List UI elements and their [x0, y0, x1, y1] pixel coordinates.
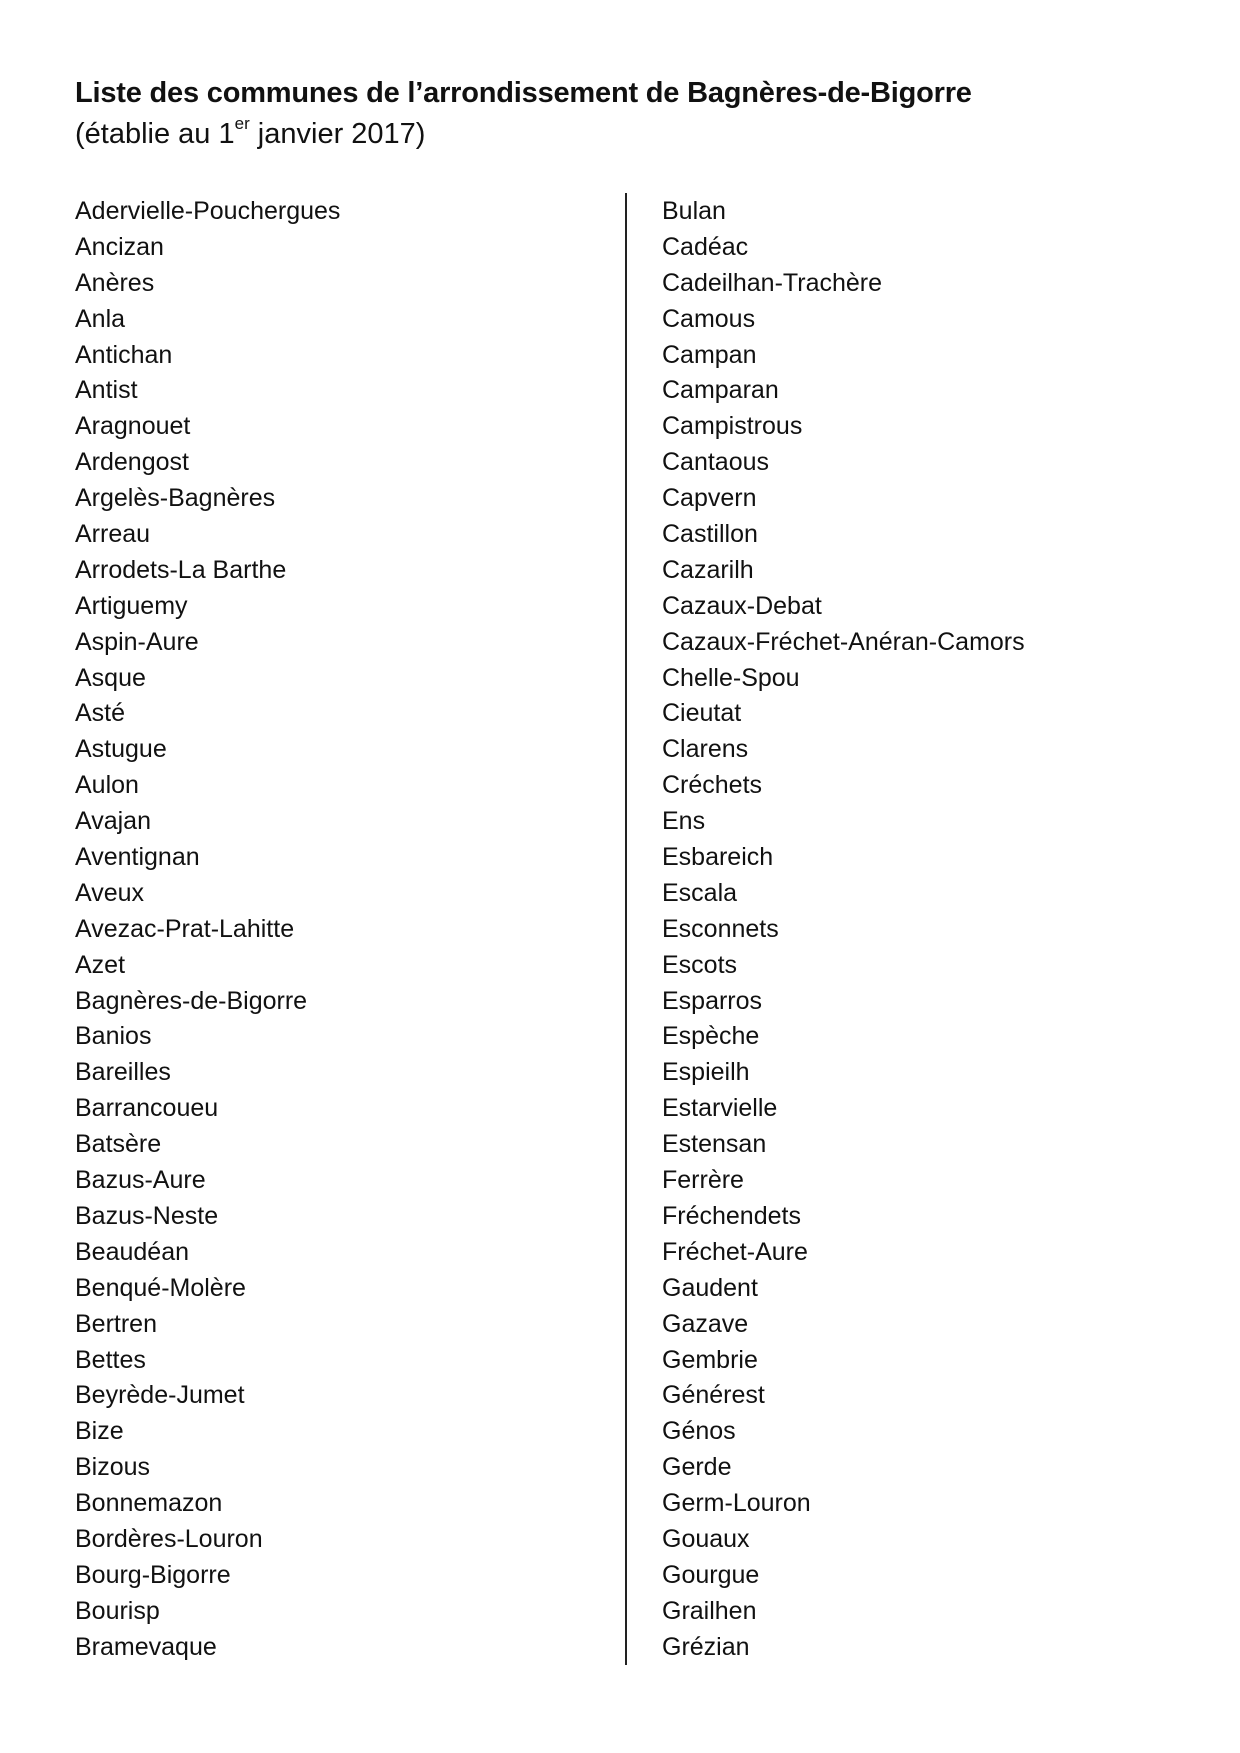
page-title: Liste des communes de l’arrondissement de Bagnères-de-Bigorre [75, 77, 972, 109]
commune-list-item: Argelès-Bagnères [75, 484, 276, 513]
commune-list-item: Esconnets [662, 914, 779, 943]
commune-list-item: Banios [75, 1022, 152, 1051]
commune-list-item: Esbareich [662, 843, 774, 872]
commune-list-item: Artiguemy [75, 591, 188, 620]
commune-list-item: Cadéac [662, 232, 749, 261]
commune-list-item: Avezac-Prat-Lahitte [75, 914, 295, 943]
commune-list-item: Campistrous [662, 412, 803, 441]
commune-list-item: Bagnères-de-Bigorre [75, 986, 308, 1015]
commune-list-left [75, 193, 340, 1665]
commune-list-item: Ens [662, 807, 706, 836]
commune-list-item: Générest [662, 1381, 765, 1410]
commune-list-right [662, 193, 1025, 1665]
commune-list-item: Gerde [662, 1453, 732, 1482]
commune-list-item: Adervielle-Pouchergues [75, 197, 341, 225]
commune-list-item: Aspin-Aure [75, 627, 199, 656]
commune-list-item: Fréchendets [662, 1201, 801, 1230]
commune-list-item: Aulon [75, 771, 139, 800]
commune-list-item: Bettes [75, 1345, 146, 1374]
column-divider [625, 193, 627, 1665]
commune-list-item: Capvern [662, 484, 757, 513]
commune-list-item: Cazaux-Debat [662, 591, 822, 620]
commune-list-item: Bizous [75, 1453, 151, 1482]
commune-list-item: Génos [662, 1417, 736, 1446]
commune-list-item: Astugue [75, 735, 167, 764]
commune-list-item: Gourgue [662, 1560, 760, 1589]
commune-list-item: Gazave [662, 1309, 749, 1338]
commune-list-item: Antist [75, 376, 138, 405]
commune-list-item: Escots [662, 950, 738, 979]
page-subtitle [75, 114, 426, 151]
commune-list-item: Campan [662, 340, 757, 369]
commune-list-item: Barrancoueu [75, 1094, 219, 1123]
commune-list-item: Bordères-Louron [75, 1524, 263, 1553]
commune-list-item: Ferrère [662, 1166, 744, 1195]
commune-list-item: Grézian [662, 1632, 750, 1661]
commune-list-item: Bulan [662, 197, 726, 225]
commune-list-item: Estensan [662, 1130, 767, 1159]
commune-list-item: Beyrède-Jumet [75, 1381, 245, 1410]
commune-list-item: Bramevaque [75, 1632, 217, 1661]
commune-list-item: Aragnouet [75, 412, 191, 441]
commune-list-item: Bertren [75, 1309, 157, 1338]
commune-list-item: Gembrie [662, 1345, 758, 1374]
commune-list-item: Arrodets-La Barthe [75, 555, 287, 584]
commune-list-item: Cantaous [662, 448, 770, 477]
commune-list-item: Beaudéan [75, 1237, 190, 1266]
commune-list-item: Cieutat [662, 699, 742, 728]
commune-list-item: Aveux [75, 878, 145, 907]
commune-list-item: Bourisp [75, 1596, 160, 1625]
commune-list-item: Asque [75, 663, 146, 692]
commune-list-item: Germ-Louron [662, 1489, 811, 1518]
commune-list-item: Gaudent [662, 1273, 758, 1302]
commune-list-item: Bazus-Neste [75, 1201, 219, 1230]
commune-list-item: Ardengost [75, 448, 189, 477]
commune-list-item: Bareilles [75, 1058, 171, 1087]
commune-list-item: Bourg-Bigorre [75, 1560, 231, 1589]
commune-list-item: Anères [75, 268, 155, 297]
commune-list-item: Cazaux-Fréchet-Anéran-Camors [662, 627, 1025, 656]
commune-list-item: Camous [662, 304, 756, 333]
commune-list-item: Fréchet-Aure [662, 1237, 808, 1266]
subtitle-suffix: janvier 2017) [249, 118, 426, 150]
commune-list-item: Ancizan [75, 232, 164, 261]
commune-list-item: Espieilh [662, 1058, 750, 1087]
commune-list-item: Estarvielle [662, 1094, 778, 1123]
commune-list-item: Asté [75, 699, 126, 728]
commune-list-item: Espèche [662, 1022, 760, 1051]
commune-list-item: Azet [75, 950, 126, 979]
commune-list-item: Antichan [75, 340, 173, 369]
commune-list-item: Anla [75, 304, 126, 333]
commune-list-item: Bize [75, 1417, 124, 1446]
commune-list-item: Castillon [662, 520, 758, 549]
commune-list-item: Cadeilhan-Trachère [662, 268, 883, 297]
commune-list-item: Aventignan [75, 843, 200, 872]
commune-list-item: Bazus-Aure [75, 1166, 206, 1195]
commune-list-item: Camparan [662, 376, 779, 405]
commune-list-item: Benqué-Molère [75, 1273, 246, 1302]
subtitle-superscript: er [234, 114, 250, 134]
commune-list-item: Chelle-Spou [662, 663, 800, 692]
commune-list-item: Clarens [662, 735, 749, 764]
commune-list-item: Avajan [75, 807, 151, 836]
commune-list-item: Esparros [662, 986, 763, 1015]
subtitle-prefix: (établie au 1 [75, 118, 235, 150]
commune-list-item: Arreau [75, 520, 151, 549]
commune-list-item: Escala [662, 878, 738, 907]
commune-list-item: Cazarilh [662, 555, 754, 584]
commune-list-item: Gouaux [662, 1524, 750, 1553]
commune-list-item: Grailhen [662, 1596, 757, 1625]
commune-list-item: Bonnemazon [75, 1489, 223, 1518]
commune-list-item: Créchets [662, 771, 763, 800]
commune-list-item: Batsère [75, 1130, 162, 1159]
